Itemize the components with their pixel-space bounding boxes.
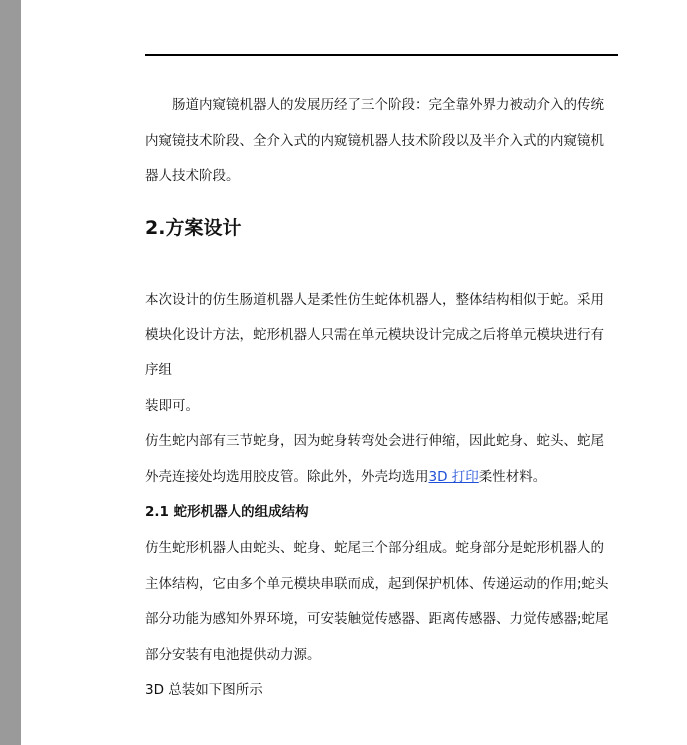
design-line-4: 装即可。 [145, 398, 199, 414]
structure-line-4: 部分安装有电池提供动力源。 [145, 647, 321, 663]
section-heading: 2.方案设计 [145, 217, 242, 239]
design-line-3: 序组 [145, 362, 172, 378]
design-line-2: 模块化设计方法，蛇形机器人只需在单元模块设计完成之后将单元模块进行有 [145, 327, 604, 343]
body-line-1: 仿生蛇内部有三节蛇身，因为蛇身转弯处会进行伸缩，因此蛇身、蛇头、蛇尾 [145, 433, 604, 449]
intro-line-2: 内窥镜技术阶段、全介入式的内窥镜机器人技术阶段以及半介入式的内窥镜机 [145, 133, 604, 149]
body-line-2-text: 外壳连接处均选用胶皮管。除此外，外壳均选用 [145, 469, 429, 485]
structure-line-1: 仿生蛇形机器人由蛇头、蛇身、蛇尾三个部分组成。蛇身部分是蛇形机器人的 [145, 540, 604, 556]
body-line-2 [145, 468, 546, 486]
intro-line-3: 器人技术阶段。 [145, 168, 240, 184]
left-gutter [0, 0, 21, 745]
header-rule [145, 54, 618, 56]
3d-print-link[interactable]: 3D 打印 [428, 469, 479, 485]
design-line-1: 本次设计的仿生肠道机器人是柔性仿生蛇体机器人，整体结构相似于蛇。采用 [145, 292, 604, 308]
assembly-caption: 3D 总装如下图所示 [145, 682, 263, 698]
structure-line-3: 部分功能为感知外界环境，可安装触觉传感器、距离传感器、力觉传感器;蛇尾 [145, 611, 609, 627]
subsection-heading: 2.1 蛇形机器人的组成结构 [145, 504, 309, 520]
body-line-2-tail: 柔性材料。 [478, 469, 547, 485]
intro-line-1: 肠道内窥镜机器人的发展历经了三个阶段：完全靠外界力被动介入的传统 [172, 97, 604, 113]
document-page [21, 0, 687, 745]
structure-line-2: 主体结构，它由多个单元模块串联而成，起到保护机体、传递运动的作用;蛇头 [145, 576, 609, 592]
